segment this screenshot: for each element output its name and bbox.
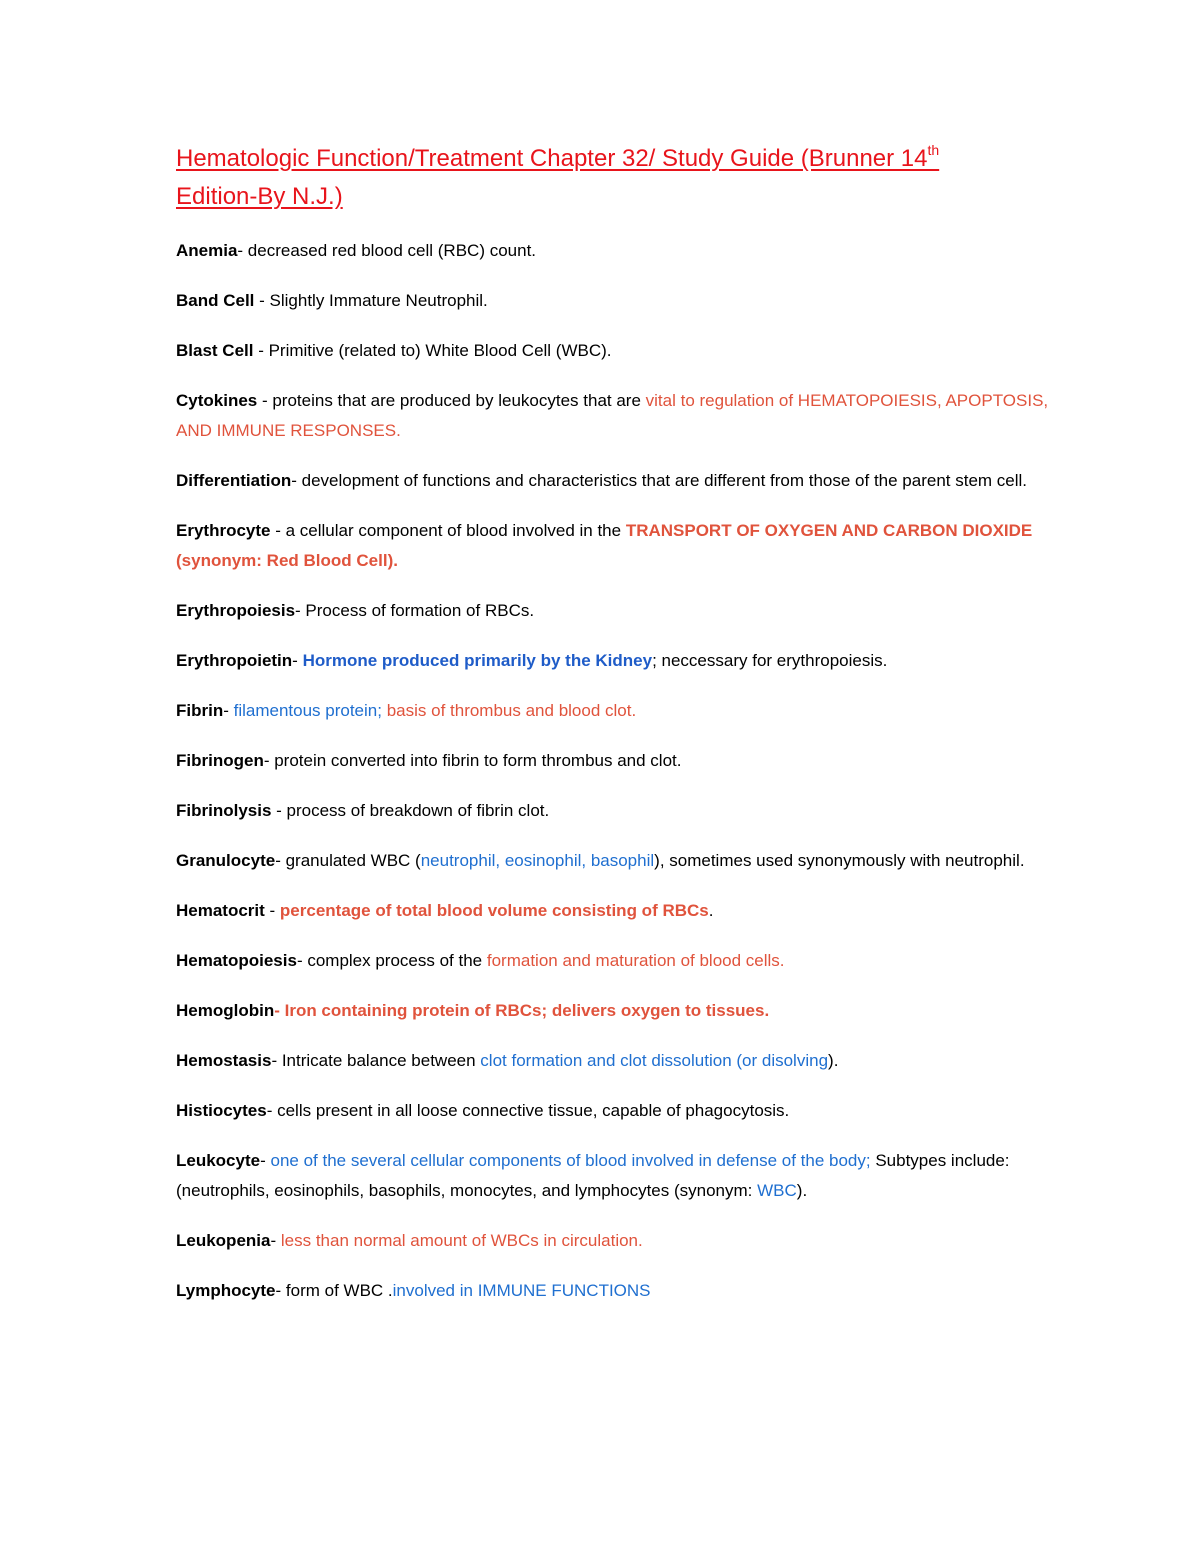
definition-text: - form of WBC . xyxy=(275,1281,393,1300)
glossary-term: Leukocyte xyxy=(176,1151,261,1170)
glossary-entry xyxy=(176,466,1056,496)
definition-text: - xyxy=(223,701,234,720)
definition-text: - cells present in all loose connective tissue, capable of phagocytosis. xyxy=(266,1101,790,1120)
definition-text: - process of breakdown of fibrin clot. xyxy=(271,801,550,820)
definition-text: - xyxy=(260,1151,271,1170)
definition-text: ; neccessary for erythropoiesis. xyxy=(652,651,888,670)
definition-text: vital to regulation of HEMATOPOIESIS, APOPTOSIS, AND IMMUNE RESPONSES. xyxy=(176,391,1049,440)
definition-text: - complex process of the xyxy=(296,951,487,970)
glossary-term: Granulocyte xyxy=(176,851,276,870)
definition-text: neutrophil, eosinophil, basophil xyxy=(420,851,655,870)
glossary-entry xyxy=(176,746,1056,776)
title-line2: Edition-By N.J.) xyxy=(176,183,343,210)
glossary-entry xyxy=(176,1146,1056,1206)
glossary-entry xyxy=(176,1046,1056,1076)
definition-text: involved in IMMUNE FUNCTIONS xyxy=(392,1281,651,1300)
glossary-entry xyxy=(176,1226,1056,1256)
definition-text: - proteins that are produced by leukocytes that are xyxy=(257,391,646,410)
definition-text: - Iron containing protein of RBCs; delivers oxygen to tissues. xyxy=(274,1001,770,1020)
definition-text: - development of functions and characteristics that are different from those of the parent stem cell. xyxy=(291,471,1028,490)
glossary-entry xyxy=(176,336,1056,366)
definition-text: - a cellular component of blood involved in the xyxy=(270,521,626,540)
glossary-term: Blast Cell xyxy=(176,341,254,360)
definition-text: TRANSPORT OF OXYGEN AND CARBON DIOXIDE (synonym: Red Blood Cell). xyxy=(176,521,1033,570)
glossary-term: Differentiation xyxy=(176,471,292,490)
glossary-entry xyxy=(176,386,1056,446)
glossary-term: Erythropoietin xyxy=(176,651,293,670)
glossary-entry xyxy=(176,996,1056,1026)
glossary-entry xyxy=(176,796,1056,826)
glossary-term: Histiocytes xyxy=(176,1101,267,1120)
definition-text: Hormone produced primarily by the Kidney xyxy=(302,651,653,670)
glossary-term: Hemostasis xyxy=(176,1051,272,1070)
glossary-term: Fibrin xyxy=(176,701,224,720)
glossary-list xyxy=(176,236,1056,1306)
glossary-term: Lymphocyte xyxy=(176,1281,276,1300)
glossary-term: Fibrinolysis xyxy=(176,801,272,820)
definition-text: - decreased red blood cell (RBC) count. xyxy=(237,241,537,260)
glossary-term: Cytokines xyxy=(176,391,258,410)
definition-text: formation and maturation of blood cells. xyxy=(486,951,785,970)
definition-text: - Intricate balance between xyxy=(271,1051,481,1070)
glossary-entry xyxy=(176,516,1056,576)
glossary-term: Anemia xyxy=(176,241,238,260)
definition-text: - Primitive (related to) White Blood Cell (WBC). xyxy=(253,341,612,360)
definition-text: filamentous protein; xyxy=(233,701,382,720)
glossary-entry xyxy=(176,1276,1056,1306)
glossary-term: Hematopoiesis xyxy=(176,951,297,970)
definition-text: percentage of total blood volume consisting of RBCs xyxy=(279,901,709,920)
definition-text: ). xyxy=(796,1181,808,1200)
document-title xyxy=(176,140,1056,216)
glossary-entry xyxy=(176,286,1056,316)
glossary-entry xyxy=(176,596,1056,626)
glossary-term: Leukopenia xyxy=(176,1231,271,1250)
glossary-term: Band Cell xyxy=(176,291,255,310)
definition-text: Subtypes include: (neutrophils, eosinophils, basophils, monocytes, and lymphocytes (synonym: xyxy=(176,1151,1010,1200)
glossary-entry xyxy=(176,236,1056,266)
glossary-term: Erythropoiesis xyxy=(176,601,296,620)
definition-text: ). xyxy=(828,1051,839,1070)
title-main: Hematologic Function/Treatment Chapter 32/ Study Guide (Brunner 14 xyxy=(176,145,928,172)
definition-text: - Process of formation of RBCs. xyxy=(295,601,535,620)
definition-text: - protein converted into fibrin to form thrombus and clot. xyxy=(263,751,682,770)
definition-text: basis of thrombus and blood clot. xyxy=(381,701,637,720)
definition-text: - xyxy=(270,1231,281,1250)
definition-text: clot formation and clot dissolution (or disolving xyxy=(480,1051,829,1070)
document-page xyxy=(176,140,1056,1326)
glossary-term: Hematocrit xyxy=(176,901,265,920)
definition-text: - xyxy=(264,901,280,920)
definition-text: - granulated WBC ( xyxy=(275,851,421,870)
glossary-entry xyxy=(176,896,1056,926)
definition-text: - xyxy=(292,651,303,670)
title-superscript: th xyxy=(927,142,940,158)
glossary-term: Hemoglobin xyxy=(176,1001,275,1020)
definition-text: - Slightly Immature Neutrophil. xyxy=(254,291,488,310)
glossary-entry xyxy=(176,696,1056,726)
definition-text: less than normal amount of WBCs in circulation. xyxy=(280,1231,643,1250)
definition-text: WBC xyxy=(757,1181,797,1200)
definition-text: ), sometimes used synonymously with neutrophil. xyxy=(654,851,1025,870)
glossary-term: Fibrinogen xyxy=(176,751,264,770)
definition-text: one of the several cellular components of blood involved in defense of the body; xyxy=(270,1151,871,1170)
glossary-entry xyxy=(176,1096,1056,1126)
glossary-entry xyxy=(176,646,1056,676)
glossary-term: Erythrocyte xyxy=(176,521,271,540)
glossary-entry xyxy=(176,946,1056,976)
definition-text: . xyxy=(708,901,714,920)
glossary-entry xyxy=(176,846,1056,876)
